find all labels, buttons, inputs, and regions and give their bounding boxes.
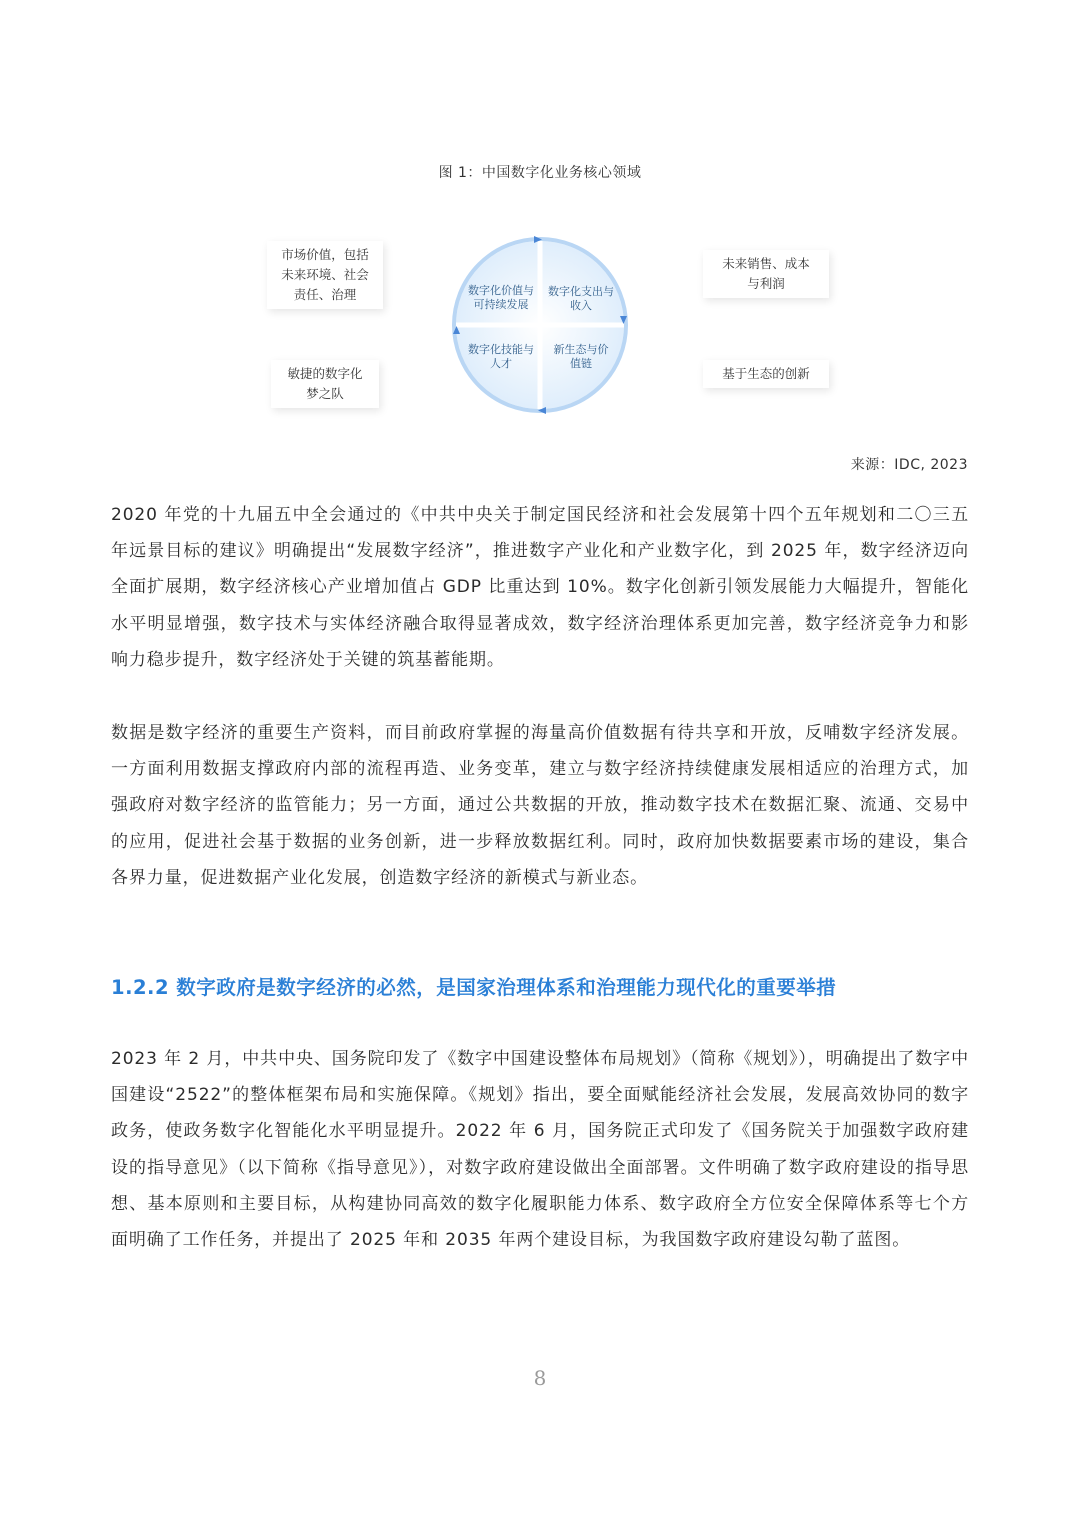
wheel-graphic	[440, 230, 640, 420]
note-ecosystem-innovation: 基于生态的创新	[703, 360, 829, 388]
section-heading: 1.2.2 数字政府是数字经济的必然，是国家治理体系和治理能力现代化的重要举措	[111, 976, 837, 999]
quadrant-skills-talent: 数字化技能与 人才	[468, 343, 534, 370]
figure-title: 图 1：中国数字化业务核心领域	[438, 165, 642, 181]
note-market-value: 市场价值，包括 未来环境、社会 责任、治理	[267, 241, 383, 309]
paragraph-data-resources: 数据是数字经济的重要生产资料，而目前政府掌握的海量高价值数据有待共享和开放，反哺数字经济发展。一方面利用数据支撑政府内部的流程再造、业务变革，建立与数字经济持续健康发展相适应的治理方式，加强政府对数字经济的监管能力；另一方面，通过公共数据的开放，推动数字技术在数据汇聚、流通、交易中的应用，促进社会基于数据的业务创新，进一步释放数据红利。同时，政府加快数据要素市场的建设，集合各界力量，促进数据产业化发展，创造数字经济的新模式与新业态。	[111, 723, 969, 888]
paragraph-digital-china-plan: 2023 年 2 月，中共中央、国务院印发了《数字中国建设整体布局规划》（简称《规划》），明确提出了数字中国建设“2522”的整体框架布局和实施保障。《规划》指出，要全面赋能经济社会发展，发展高效协同的数字政务，使政务数字化智能化水平明显提升。2022 年 6 月，国务院正式印发了《国务院关于加强数字政府建设的指导意见》（以下简称《指导意见》），对数字政府建设做出全面部署。文件明确了数字政府建设的指导思想、基本原则和主要目标，从构建协同高效的数字化履职能力体系、数字政府全方位安全保障体系等七个方面明确了工作任务，并提出了 2025 年和 2035 年两个建设目标，为我国数字政府建设勾勒了蓝图。	[111, 1049, 969, 1251]
quadrant-ecosystem-value-chain: 新生态与价 值链	[553, 343, 609, 370]
paragraph-digital-economy-plan: 2020 年党的十九届五中全会通过的《中共中央关于制定国民经济和社会发展第十四个五年规划和二〇三五年远景目标的建议》明确提出“发展数字经济”，推进数字产业化和产业数字化，到 2025 年，数字经济迈向全面扩展期，数字经济核心产业增加值占 GDP 比重达到 10%。数字化创新引领发展能力大幅提升，智能化水平明显增强，数字技术与实体经济融合取得显著成效，数字经济治理体系更加完善，数字经济竞争力和影响力稳步提升，数字经济处于关键的筑基蓄能期。	[111, 505, 969, 670]
page-number: 8	[533, 1366, 547, 1390]
note-agile-team: 敏捷的数字化 梦之队	[271, 360, 379, 408]
figure-source: 来源：IDC, 2023	[850, 457, 968, 473]
core-domain-wheel	[440, 230, 640, 420]
note-future-sales: 未来销售、成本 与利润	[703, 250, 829, 298]
quadrant-value-sustainability: 数字化价值与 可持续发展	[468, 284, 534, 311]
quadrant-spending-revenue: 数字化支出与 收入	[548, 285, 614, 312]
